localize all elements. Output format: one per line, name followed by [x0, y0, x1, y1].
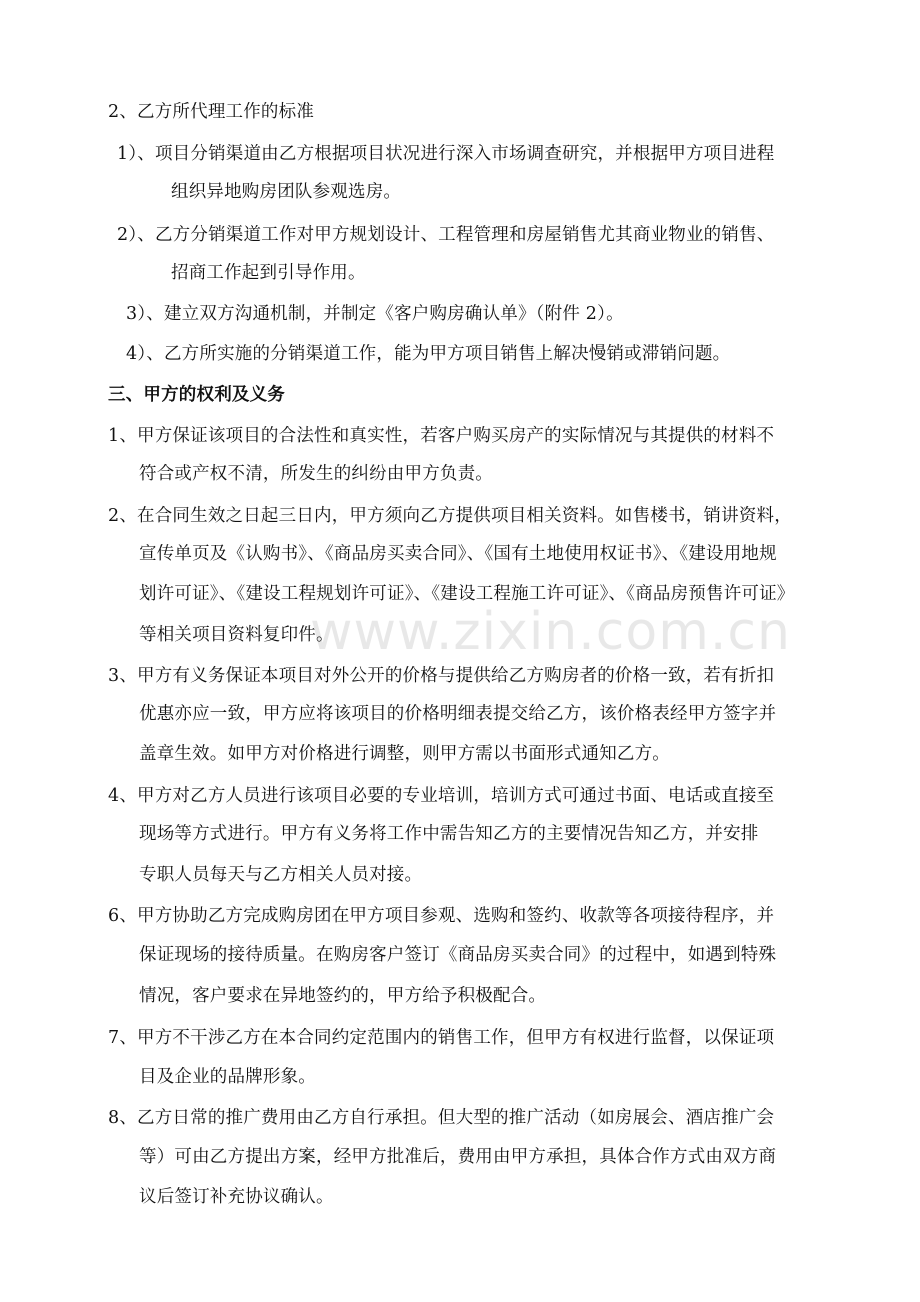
section-3-item-1-line-2: 符合或产权不清，所发生的纠纷由甲方负责。: [139, 464, 493, 484]
section-3-item-8-line-2: 等）可由乙方提出方案，经甲方批准后，费用由甲方承担，具体合作方式由双方商: [139, 1147, 777, 1167]
section-3-item-4-line-3: 专职人员每天与乙方相关人员对接。: [139, 865, 423, 885]
section-3-title: 三、甲方的权利及义务: [108, 385, 285, 405]
watermark: www.zixin.com.cn: [310, 602, 791, 662]
section-3-item-6-line-3: 情况，客户要求在异地签约的，甲方给予积极配合。: [139, 986, 547, 1006]
section-2-item-4-line-1: 4）、乙方所实施的分销渠道工作，能为甲方项目销售上解决慢销或滞销问题。: [126, 344, 731, 364]
section-2-title: 2、乙方所代理工作的标准: [108, 102, 315, 122]
section-3-item-6-line-2: 保证现场的接待质量。在购房客户签订《商品房买卖合同》的过程中，如遇到特殊: [139, 945, 777, 965]
section-2-item-2-line-1: 2）、乙方分销渠道工作对甲方规划设计、工程管理和房屋销售尤其商业物业的销售、: [117, 225, 775, 245]
section-2-item-1-line-2: 组织异地购房团队参观选房。: [171, 182, 402, 202]
section-3-item-1-line-1: 1、甲方保证该项目的合法性和真实性，若客户购买房产的实际情况与其提供的材料不: [108, 426, 775, 446]
section-3-item-7-line-2: 目及企业的品牌形象。: [139, 1067, 316, 1087]
section-3-item-8-line-3: 议后签订补充协议确认。: [139, 1187, 334, 1207]
section-3-item-8-line-1: 8、乙方日常的推广费用由乙方自行承担。但大型的推广活动（如房展会、酒店推广会: [108, 1108, 775, 1128]
section-3-item-4-line-1: 4、甲方对乙方人员进行该项目必要的专业培训，培训方式可通过书面、电话或直接至: [108, 786, 775, 806]
section-3-item-2-line-4: 等相关项目资料复印件。: [139, 625, 334, 645]
section-3-item-6-line-1: 6、甲方协助乙方完成购房团在甲方项目参观、选购和签约、收款等各项接待程序，并: [108, 906, 775, 926]
section-3-item-2-line-3: 划许可证》、《建设工程规划许可证》、《建设工程施工许可证》、《商品房预售许可证》: [139, 584, 795, 604]
section-3-item-2-line-1: 2、在合同生效之日起三日内，甲方须向乙方提供项目相关资料。如售楼书，销讲资料，: [108, 506, 792, 526]
section-3-item-3-line-3: 盖章生效。如甲方对价格进行调整，则甲方需以书面形式通知乙方。: [139, 744, 670, 764]
section-3-item-3-line-2: 优惠亦应一致，甲方应将该项目的价格明细表提交给乙方，该价格表经甲方签字并: [139, 704, 777, 724]
section-3-item-4-line-2: 现场等方式进行。甲方有义务将工作中需告知乙方的主要情况告知乙方，并安排: [139, 824, 759, 844]
section-2-item-2-line-2: 招商工作起到引导作用。: [171, 263, 366, 283]
section-3-item-3-line-1: 3、甲方有义务保证本项目对外公开的价格与提供给乙方购房者的价格一致，若有折扣: [108, 666, 775, 686]
section-3-item-7-line-1: 7、甲方不干涉乙方在本合同约定范围内的销售工作，但甲方有权进行监督，以保证项: [108, 1028, 775, 1048]
section-2-item-3-line-1: 3）、建立双方沟通机制，并制定《客户购房确认单》（附件 2）。: [126, 304, 624, 324]
section-2-item-1-line-1: 1）、项目分销渠道由乙方根据项目状况进行深入市场调查研究，并根据甲方项目进程: [117, 144, 775, 164]
section-3-item-2-line-2: 宣传单页及《认购书》、《商品房买卖合同》、《国有土地使用权证书》、《建设用地规: [139, 544, 777, 564]
